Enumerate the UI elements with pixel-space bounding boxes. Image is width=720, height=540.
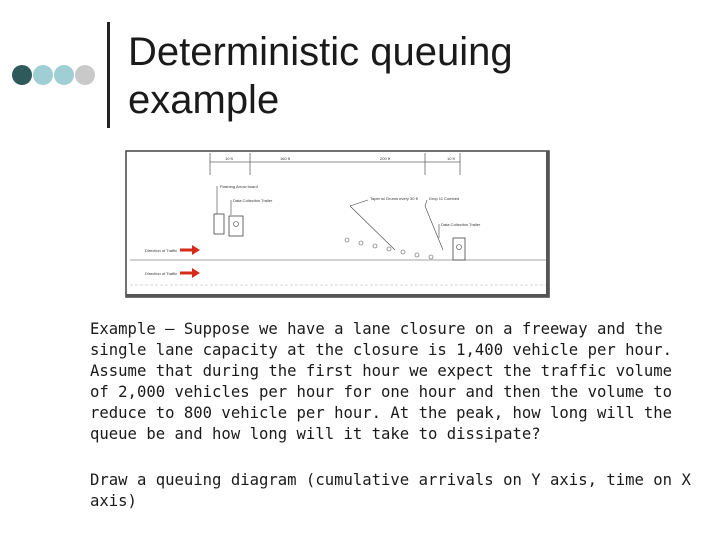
diagram-frame xyxy=(126,151,549,297)
data-trailer-2 xyxy=(453,238,465,260)
dimension-label: 10 ft xyxy=(447,156,455,161)
dimension-label: 10 ft xyxy=(225,156,233,161)
cones-label: Drop 11 Combed xyxy=(429,196,460,201)
drums-label: Taper w/ Drums every 30 ft xyxy=(370,196,418,201)
problem-statement: Example – Suppose we have a lane closure on a freeway and the single lane capacity at the closure is 1,400 vehicle per hour. Assume that during the first hour we expect the traffic volume of 2,000 vehicles per hour for one hour and then the volume to reduce to 800 vehicle per hour. At the peak, how long will the queue be and how long will it take to dissipate? xyxy=(90,320,673,443)
slide-title xyxy=(128,28,688,124)
direction-label: Direction of Traffic xyxy=(145,271,178,276)
dot-dark xyxy=(12,65,32,85)
diagram-shadow xyxy=(546,151,549,297)
data-trailer xyxy=(229,216,243,236)
dot-light-teal xyxy=(54,65,74,85)
direction-label: Direction of Traffic xyxy=(145,248,178,253)
dot-light-teal xyxy=(33,65,53,85)
title-line-1: Deterministic queuing xyxy=(128,30,513,74)
dimension-label: 160 ft xyxy=(280,156,291,161)
dimension-label: 200 ft xyxy=(380,156,391,161)
dot-gray xyxy=(75,65,95,85)
title-divider xyxy=(107,22,110,128)
flashing-label: Flashing Arrow board xyxy=(220,184,258,189)
instruction-text: Draw a queuing diagram (cumulative arrivals on Y axis, time on X axis) xyxy=(90,471,691,510)
data-trailer2-label: Data Collection Trailer xyxy=(441,222,481,227)
title-line-2: example xyxy=(128,78,280,122)
work-zone-diagram xyxy=(125,150,550,298)
diagram-shadow-bottom xyxy=(126,294,549,297)
decorative-dots xyxy=(12,65,97,87)
data-trailer-label: Data Collection Trailer xyxy=(233,198,273,203)
arrow-board xyxy=(214,214,224,234)
